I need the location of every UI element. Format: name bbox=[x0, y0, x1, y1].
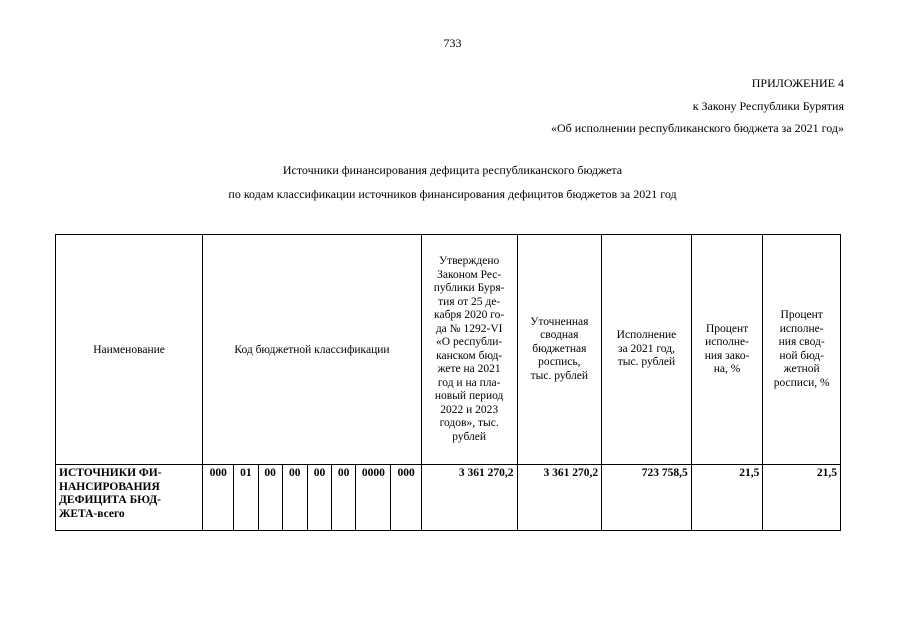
header-execution: Исполнение за 2021 год, тыс. рублей bbox=[602, 235, 692, 465]
header-name: Наименование bbox=[56, 235, 203, 465]
header-refined-list: Уточненная сводная бюджетная роспись, тыс. рублей bbox=[517, 235, 602, 465]
document-title: Источники финансирования дефицита республиканского бюджета bbox=[282, 163, 623, 177]
code-article: 00 bbox=[282, 465, 307, 531]
value-percent-list: 21,5 bbox=[763, 465, 841, 531]
row-name: ИСТОЧНИКИ ФИ- НАНСИРОВАНИЯ ДЕФИЦИТА БЮД- ЖЕТА-всего bbox=[56, 465, 203, 531]
code-element: 00 bbox=[332, 465, 356, 531]
code-subarticle: 00 bbox=[307, 465, 331, 531]
table-row bbox=[56, 465, 841, 531]
code-group: 01 bbox=[234, 465, 258, 531]
code-subgroup: 00 bbox=[258, 465, 282, 531]
header-percent-law: Процент исполне- ния зако- на, % bbox=[691, 235, 763, 465]
financing-sources-table bbox=[55, 234, 841, 531]
document-subtitle: по кодам классификации источников финансирования дефицитов бюджетов за 2021 год bbox=[228, 187, 677, 201]
header-approved: Утверждено Законом Рес- публики Буря- тия от 25 де- кабря 2020 го- да № 1292-VI «О республи- канском бюд- жете на 2021 год и на пла- новый период 2022 и 2023 годов», тыс. рублей bbox=[421, 235, 517, 465]
header-percent-list: Процент исполне- ния свод- ной бюд- жетной росписи, % bbox=[763, 235, 841, 465]
header-budget-code: Код бюджетной классификации bbox=[203, 235, 422, 465]
table-header-row bbox=[56, 235, 841, 465]
appendix-law-reference: к Закону Республики Бурятия bbox=[692, 99, 844, 113]
value-percent-law: 21,5 bbox=[691, 465, 763, 531]
appendix-title: ПРИЛОЖЕНИЕ 4 bbox=[751, 76, 844, 90]
value-approved: 3 361 270,2 bbox=[421, 465, 517, 531]
appendix-law-name: «Об исполнении республиканского бюджета за 2021 год» bbox=[551, 121, 844, 135]
value-execution: 723 758,5 bbox=[602, 465, 692, 531]
code-program: 0000 bbox=[356, 465, 391, 531]
value-refined: 3 361 270,2 bbox=[517, 465, 602, 531]
page-number: 733 bbox=[443, 36, 462, 50]
code-admin: 000 bbox=[203, 465, 234, 531]
code-kosgu: 000 bbox=[391, 465, 421, 531]
